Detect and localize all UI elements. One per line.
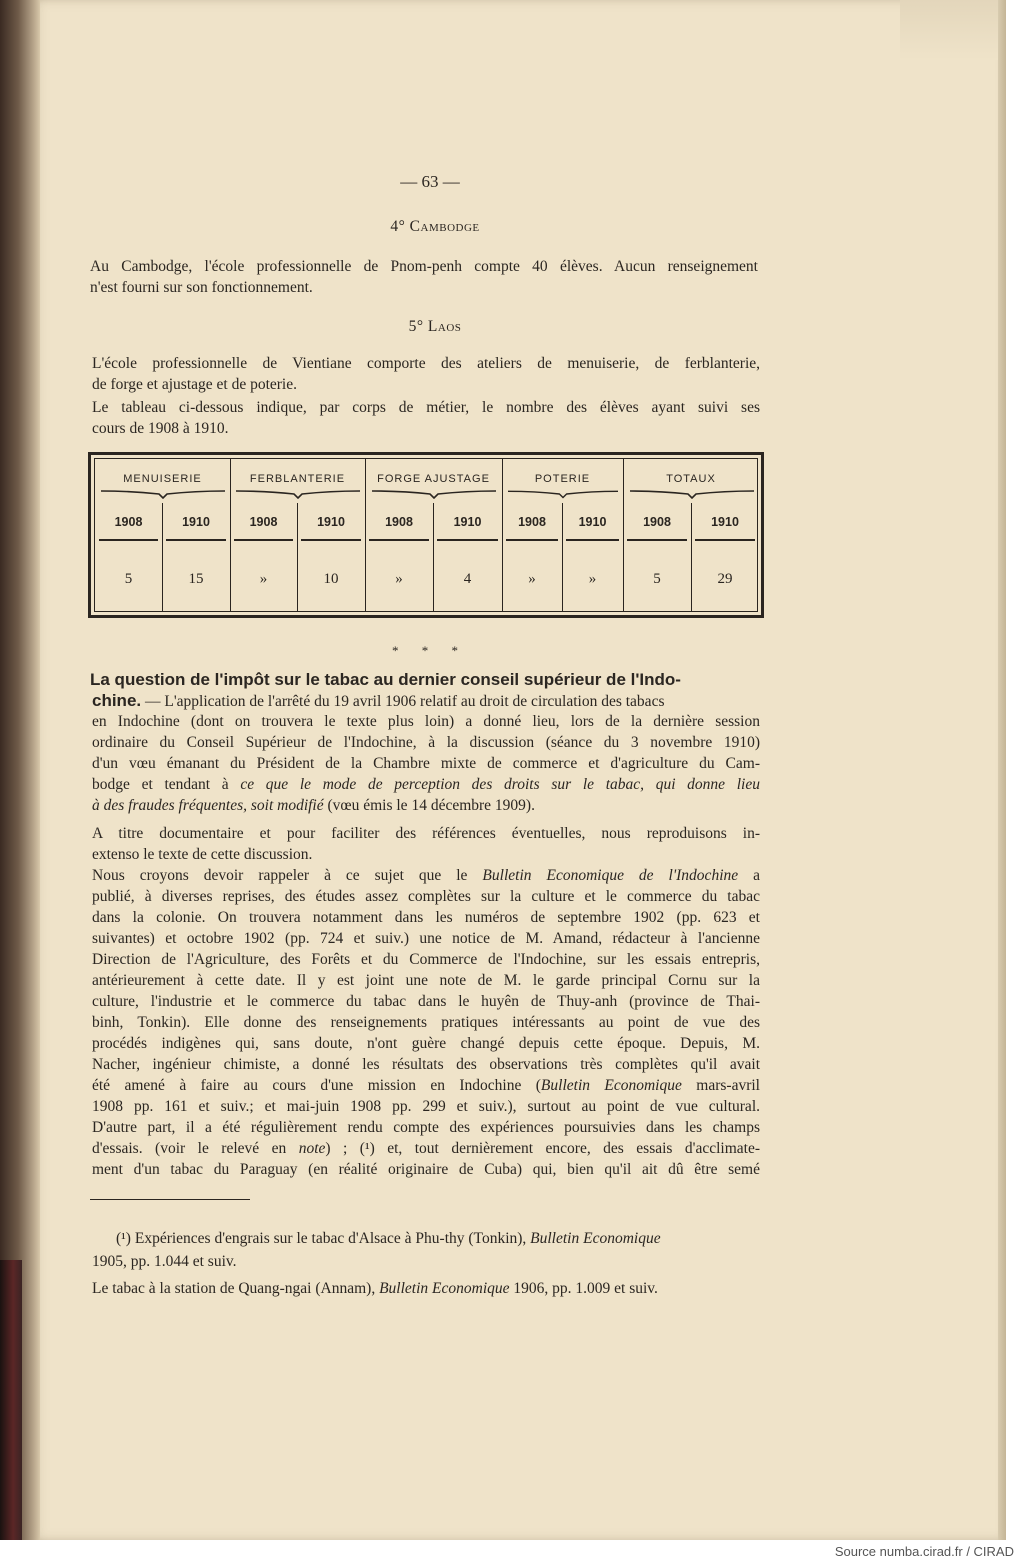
text-line: extenso le texte de cette discussion. xyxy=(92,846,313,863)
italic-span: note xyxy=(298,1140,326,1157)
text-line-mixed xyxy=(92,1138,760,1159)
sheet-right-edge xyxy=(998,0,1006,1540)
text-span: mars-avril xyxy=(681,1077,760,1094)
italic-span: Bulletin Economique xyxy=(379,1280,510,1297)
table-cell: 5 xyxy=(653,571,661,587)
paragraph-laos-2 xyxy=(92,397,760,439)
heading-laos: 5° Laos xyxy=(408,318,462,335)
enrollment-table xyxy=(88,452,764,618)
section-separator: * * * xyxy=(392,643,468,658)
text-line: culture, l'industrie et le commerce du tabac dans le huyên de Thuy-anh (province de Thai- xyxy=(92,993,760,1010)
table-cell: 29 xyxy=(717,571,733,587)
book-binding xyxy=(0,0,40,1540)
heading-cambodge: 4° Cambodge xyxy=(390,218,480,235)
table-cell: 10 xyxy=(323,571,339,587)
source-credit: Source numba.cirad.fr / CIRAD xyxy=(834,1544,1014,1559)
text-line: en Indochine (dont on trouvera le texte plus loin) a donné lieu, lors de la dernière session xyxy=(92,713,760,730)
year-header: 1910 xyxy=(317,515,345,529)
text-line: n'est fourni sur son fonctionnement. xyxy=(90,279,313,296)
page-number: — 63 — xyxy=(400,172,460,191)
text-span: ) ; (¹) et, tout dernièrement encore, des essais d'acclimate- xyxy=(325,1140,760,1157)
article-paragraph-2 xyxy=(92,823,760,865)
table-cell: 15 xyxy=(188,571,204,587)
year-header: 1910 xyxy=(578,515,607,529)
footnote-1-cont: 1905, pp. 1.044 et suiv. xyxy=(92,1253,237,1270)
article-title: La question de l'impôt sur le tabac au dernier conseil supérieur de l'Indo- xyxy=(90,670,681,689)
text-span: été amené à faire au cours d'une mission en Indochine ( xyxy=(92,1077,541,1094)
paragraph-laos-1 xyxy=(92,353,760,395)
brace-mark xyxy=(629,489,755,499)
text-span: (¹) Expériences d'engrais sur le tabac d'Alsace à Phu-thy (Tonkin), xyxy=(116,1230,531,1247)
text-line: Direction de l'Agriculture, des Forêts et du Commerce de l'Indochine, sur les essais entrepris, xyxy=(92,951,760,968)
italic-span: à des fraudes fréquentes, soit modifié xyxy=(92,797,324,814)
table-cell: 5 xyxy=(124,571,133,587)
article-paragraph-1 xyxy=(92,711,760,816)
year-rule xyxy=(234,539,293,541)
year-header: 1910 xyxy=(711,515,739,529)
sheet-edge xyxy=(900,0,1006,60)
text-line: procédés indigènes qui, sans doute, n'ont guère changé depuis cette époque. Depuis, M. xyxy=(92,1035,760,1052)
text-line: Le tableau ci-dessous indique, par corps de métier, le nombre des élèves ayant suivi ses xyxy=(92,399,760,416)
text-line: ordinaire du Conseil Supérieur de l'Indochine, à la discussion (séance du 3 novembre 1910) xyxy=(92,734,760,751)
year-header: 1910 xyxy=(182,515,210,529)
text-span: (vœu émis le 14 décembre 1909). xyxy=(323,797,535,814)
text-line-mixed xyxy=(92,865,760,886)
text-line: dans la colonie. On trouvera notamment dans les numéros de septembre 1902 (pp. 623 et xyxy=(92,909,760,926)
year-rule xyxy=(627,539,687,541)
text-span: Nous croyons devoir rappeler à ce sujet que le xyxy=(92,867,483,884)
binding-tab xyxy=(0,1260,22,1540)
text-span: bodge et tendant à xyxy=(92,776,229,793)
text-line-mixed xyxy=(92,774,760,795)
year-rule xyxy=(566,539,619,541)
year-header: 1908 xyxy=(518,515,546,529)
text-line: binh, Tonkin). Elle donne des renseignements pratiques intéressants au point de vue des xyxy=(92,1014,760,1031)
text-line-mixed xyxy=(92,795,760,816)
brace-mark xyxy=(371,489,497,499)
year-header: 1908 xyxy=(249,515,278,529)
italic-span: Bulletin Economique de l'Indochine xyxy=(482,867,739,884)
text-span: a xyxy=(738,867,760,884)
text-line: cours de 1908 à 1910. xyxy=(92,420,229,437)
column-group-menuiserie: MENUISERIE xyxy=(123,473,202,485)
text-line: D'autre part, il a été régulièrement rendu compte des expériences poursuivies dans les champs xyxy=(92,1119,760,1136)
year-rule xyxy=(506,539,558,541)
footnote-1 xyxy=(116,1228,661,1249)
text-line: ment d'un tabac du Paraguay (en réalité originaire de Cuba) qui, bien qu'il ait dû être semé xyxy=(92,1161,760,1178)
article-title-end: chine. xyxy=(92,691,142,710)
text-line: A titre documentaire et pour faciliter des références éventuelles, nous reproduisons in- xyxy=(92,825,760,842)
year-header: 1908 xyxy=(643,515,671,529)
year-rule xyxy=(166,539,226,541)
text-line: d'un vœu émanant du Président de la Chambre mixte de commerce et d'agriculture du Cam- xyxy=(92,755,760,772)
text-line: suivantes) et octobre 1902 (pp. 724 et suiv.) une notice de M. Amand, rédacteur à l'ancienne xyxy=(92,930,760,947)
table-cell: » xyxy=(259,571,268,587)
text-span: — L'application de l'arrêté du 19 avril 1906 relatif au droit de circulation des tabacs xyxy=(141,693,665,710)
brace-mark xyxy=(508,489,618,499)
text-span: Le tabac à la station de Quang-ngai (Annam), xyxy=(92,1280,380,1297)
text-line: Nacher, ingénieur chimiste, a donné les résultats des observations très complètes qu'il avait xyxy=(92,1056,760,1073)
text-line: publié, à diverses reprises, des études assez complètes sur la culture et le commerce du tabac xyxy=(92,888,760,905)
brace-mark xyxy=(101,489,225,499)
table-cell: » xyxy=(395,571,403,587)
year-rule xyxy=(99,539,158,541)
year-rule xyxy=(437,539,498,541)
brace-mark xyxy=(236,489,360,499)
text-span: 1906, pp. 1.009 et suiv. xyxy=(509,1280,658,1297)
year-rule xyxy=(369,539,429,541)
year-rule xyxy=(695,539,755,541)
article-intro-line xyxy=(92,690,760,712)
table-cell: » xyxy=(528,571,536,587)
italic-span: Bulletin Economique xyxy=(530,1230,661,1247)
table-cell: » xyxy=(588,571,597,587)
column-group-forge: FORGE AJUSTAGE xyxy=(377,473,490,485)
year-header: 1910 xyxy=(453,515,482,529)
italic-span: ce que le mode de perception des droits sur le tabac, qui donne lieu xyxy=(240,776,760,793)
text-line: L'école professionnelle de Vientiane comporte des ateliers de menuiserie, de ferblanterie, xyxy=(92,355,760,372)
table-inner-border xyxy=(94,458,758,612)
year-rule xyxy=(301,539,361,541)
column-group-totaux: TOTAUX xyxy=(666,473,716,485)
column-group-ferblanterie: FERBLANTERIE xyxy=(249,473,346,485)
text-line: de forge et ajustage et de poterie. xyxy=(92,376,297,393)
text-line: 1908 pp. 161 et suiv.; et mai-juin 1908 pp. 299 et suiv.), surtout au point de vue cultural. xyxy=(92,1098,760,1115)
paragraph-cambodge xyxy=(90,256,758,298)
table-cell: 4 xyxy=(463,571,472,587)
column-group-poterie: POTERIE xyxy=(534,473,591,485)
footnote-2 xyxy=(92,1278,658,1299)
footnote-rule xyxy=(90,1199,250,1200)
text-line: Au Cambodge, l'école professionnelle de Pnom-penh compte 40 élèves. Aucun renseignement xyxy=(90,258,758,275)
text-line: antérieurement à cette date. Il y est joint une note de M. le garde principal Cornu sur la xyxy=(92,972,760,989)
year-header: 1908 xyxy=(114,515,143,529)
article-paragraph-3 xyxy=(92,865,760,1180)
text-span: d'essais. (voir le relevé en xyxy=(92,1140,299,1157)
text-line-mixed xyxy=(92,1075,760,1096)
year-header: 1908 xyxy=(385,515,413,529)
italic-span: Bulletin Economique xyxy=(540,1077,682,1094)
